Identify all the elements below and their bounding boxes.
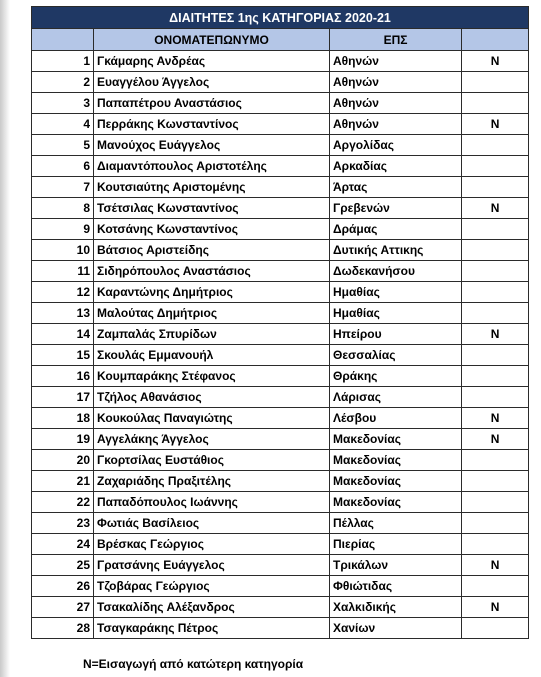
promotion-flag <box>462 471 529 492</box>
scan-edge-shadow <box>0 0 10 677</box>
row-number: 4 <box>32 114 94 135</box>
row-number: 15 <box>32 345 94 366</box>
promotion-flag <box>462 72 529 93</box>
referee-region: Αθηνών <box>330 93 462 114</box>
promotion-flag <box>462 303 529 324</box>
row-number: 11 <box>32 261 94 282</box>
row-number: 23 <box>32 513 94 534</box>
table-row <box>32 114 529 135</box>
referee-region: Τρικάλων <box>330 555 462 576</box>
referee-name: Ευαγγέλου Άγγελος <box>94 72 330 93</box>
referee-region: Χαλκιδικής <box>330 597 462 618</box>
referee-name: Ζαχαριάδης Πραξιτέλης <box>94 471 330 492</box>
table-row <box>32 450 529 471</box>
table-row <box>32 576 529 597</box>
row-number: 1 <box>32 51 94 72</box>
row-number: 13 <box>32 303 94 324</box>
referee-name: Τζοβάρας Γεώργιος <box>94 576 330 597</box>
row-number: 26 <box>32 576 94 597</box>
referee-region: Αθηνών <box>330 72 462 93</box>
row-number: 20 <box>32 450 94 471</box>
promotion-flag: N <box>462 429 529 450</box>
promotion-flag <box>462 387 529 408</box>
promotion-flag <box>462 240 529 261</box>
table-row <box>32 513 529 534</box>
row-number: 3 <box>32 93 94 114</box>
row-number: 28 <box>32 618 94 639</box>
promotion-flag <box>462 534 529 555</box>
referee-name: Γκορτσίλας Ευστάθιος <box>94 450 330 471</box>
referee-region: Αθηνών <box>330 114 462 135</box>
row-number: 21 <box>32 471 94 492</box>
table-row <box>32 555 529 576</box>
footnote: N=Εισαγωγή από κατώτερη κατηγορία <box>83 657 304 671</box>
referee-name: Παπαπέτρου Αναστάσιος <box>94 93 330 114</box>
referee-name: Παπαδόπουλος Ιωάννης <box>94 492 330 513</box>
header-name: ΟΝΟΜΑΤΕΠΩΝΥΜΟ <box>94 29 330 51</box>
row-number: 17 <box>32 387 94 408</box>
referee-region: Αθηνών <box>330 51 462 72</box>
table-row <box>32 135 529 156</box>
referee-region: Ημαθίας <box>330 282 462 303</box>
row-number: 24 <box>32 534 94 555</box>
row-number: 7 <box>32 177 94 198</box>
promotion-flag: N <box>462 597 529 618</box>
referees-table-body <box>32 7 529 639</box>
referee-name: Καραντώνης Δημήτριος <box>94 282 330 303</box>
referee-name: Κουμπαράκης Στέφανος <box>94 366 330 387</box>
referee-region: Ημαθίας <box>330 303 462 324</box>
table-row <box>32 240 529 261</box>
promotion-flag <box>462 345 529 366</box>
row-number: 10 <box>32 240 94 261</box>
referee-name: Τσαγκαράκης Πέτρος <box>94 618 330 639</box>
row-number: 2 <box>32 72 94 93</box>
promotion-flag <box>462 156 529 177</box>
referee-name: Μαλούτας Δημήτριος <box>94 303 330 324</box>
referee-name: Βρέσκας Γεώργιος <box>94 534 330 555</box>
referee-region: Δωδεκανήσου <box>330 261 462 282</box>
referee-region: Φθιώτιδας <box>330 576 462 597</box>
referee-region: Πέλλας <box>330 513 462 534</box>
table-row <box>32 282 529 303</box>
table-row <box>32 387 529 408</box>
referee-region: Γρεβενών <box>330 198 462 219</box>
referee-region: Πιερίας <box>330 534 462 555</box>
table-row <box>32 219 529 240</box>
table-row <box>32 324 529 345</box>
referee-region: Μακεδονίας <box>330 471 462 492</box>
row-number: 14 <box>32 324 94 345</box>
row-number: 9 <box>32 219 94 240</box>
referee-name: Γκάμαρης Ανδρέας <box>94 51 330 72</box>
row-number: 16 <box>32 366 94 387</box>
referee-name: Μανούχος Ευάγγελος <box>94 135 330 156</box>
promotion-flag <box>462 219 529 240</box>
referee-region: Άρτας <box>330 177 462 198</box>
referee-region: Ηπείρου <box>330 324 462 345</box>
promotion-flag <box>462 135 529 156</box>
table-row <box>32 597 529 618</box>
row-number: 18 <box>32 408 94 429</box>
header-row <box>32 29 529 51</box>
row-number: 8 <box>32 198 94 219</box>
table-row <box>32 429 529 450</box>
referee-name: Κουτσιαύτης Αριστομένης <box>94 177 330 198</box>
referee-name: Διαμαντόπουλος Αριστοτέλης <box>94 156 330 177</box>
referee-name: Βάτσιος Αριστείδης <box>94 240 330 261</box>
promotion-flag: N <box>462 198 529 219</box>
referee-name: Αγγελάκης Άγγελος <box>94 429 330 450</box>
referee-name: Γρατσάνης Ευάγγελος <box>94 555 330 576</box>
referee-name: Ζαμπαλάς Σπυρίδων <box>94 324 330 345</box>
table-row <box>32 303 529 324</box>
referee-region: Λέσβου <box>330 408 462 429</box>
promotion-flag: N <box>462 408 529 429</box>
promotion-flag <box>462 93 529 114</box>
promotion-flag <box>462 366 529 387</box>
promotion-flag: N <box>462 324 529 345</box>
referee-region: Μακεδονίας <box>330 450 462 471</box>
table-row <box>32 156 529 177</box>
promotion-flag <box>462 282 529 303</box>
promotion-flag <box>462 576 529 597</box>
row-number: 22 <box>32 492 94 513</box>
referee-region: Χανίων <box>330 618 462 639</box>
promotion-flag <box>462 177 529 198</box>
referees-table <box>31 6 529 639</box>
table-title: ΔΙΑΙΤΗΤΕΣ 1ης ΚΑΤΗΓΟΡΙΑΣ 2020-21 <box>32 7 529 29</box>
referee-name: Τσέτσιλας Κωνσταντίνος <box>94 198 330 219</box>
referee-region: Μακεδονίας <box>330 492 462 513</box>
table-row <box>32 72 529 93</box>
referee-region: Αργολίδας <box>330 135 462 156</box>
promotion-flag <box>462 618 529 639</box>
table-row <box>32 261 529 282</box>
table-row <box>32 534 529 555</box>
referee-region: Δυτικής Αττικης <box>330 240 462 261</box>
referee-name: Σιδηρόπουλος Αναστάσιος <box>94 261 330 282</box>
title-row <box>32 7 529 29</box>
promotion-flag: N <box>462 51 529 72</box>
table-row <box>32 366 529 387</box>
row-number: 5 <box>32 135 94 156</box>
referee-name: Τζήλος Αθανάσιος <box>94 387 330 408</box>
referee-region: Λάρισας <box>330 387 462 408</box>
referee-region: Δράμας <box>330 219 462 240</box>
referee-name: Περράκης Κωνσταντίνος <box>94 114 330 135</box>
promotion-flag <box>462 261 529 282</box>
table-row <box>32 198 529 219</box>
table-row <box>32 177 529 198</box>
row-number: 19 <box>32 429 94 450</box>
referee-name: Τσακαλίδης Αλέξανδρος <box>94 597 330 618</box>
promotion-flag: N <box>462 114 529 135</box>
promotion-flag: N <box>462 555 529 576</box>
referee-region: Αρκαδίας <box>330 156 462 177</box>
table-row <box>32 408 529 429</box>
header-region: ΕΠΣ <box>330 29 462 51</box>
row-number: 27 <box>32 597 94 618</box>
table-row <box>32 51 529 72</box>
promotion-flag <box>462 513 529 534</box>
referee-name: Κοτσάνης Κωνσταντίνος <box>94 219 330 240</box>
table-row <box>32 471 529 492</box>
row-number: 25 <box>32 555 94 576</box>
referee-region: Μακεδονίας <box>330 429 462 450</box>
header-flag <box>462 29 529 51</box>
promotion-flag <box>462 450 529 471</box>
promotion-flag <box>462 492 529 513</box>
header-number <box>32 29 94 51</box>
table-row <box>32 93 529 114</box>
referee-region: Θράκης <box>330 366 462 387</box>
referee-name: Κουκούλας Παναγιώτης <box>94 408 330 429</box>
row-number: 12 <box>32 282 94 303</box>
referee-name: Φωτιάς Βασίλειος <box>94 513 330 534</box>
referee-name: Σκουλάς Εμμανουήλ <box>94 345 330 366</box>
table-row <box>32 492 529 513</box>
table-row <box>32 618 529 639</box>
table-row <box>32 345 529 366</box>
referee-region: Θεσσαλίας <box>330 345 462 366</box>
row-number: 6 <box>32 156 94 177</box>
